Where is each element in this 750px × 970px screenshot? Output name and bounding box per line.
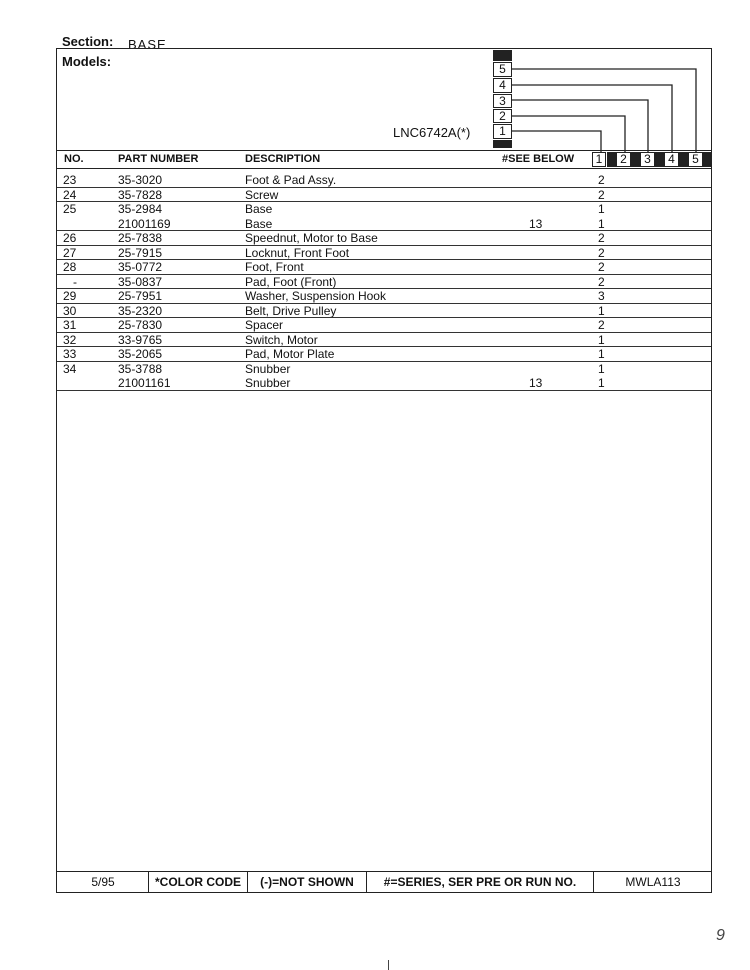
col-no: NO. (64, 153, 84, 165)
row-part-number: 35-7828 (118, 187, 163, 202)
bottom-tick (388, 960, 389, 970)
row-qty: 1 (598, 216, 605, 231)
model-box-5: 5 (493, 62, 512, 77)
model-col-4: 4 (664, 152, 679, 167)
models-label: Models: (62, 54, 112, 69)
row-see-below: 13 (529, 216, 543, 231)
row-part-number: 21001169 (118, 216, 171, 231)
row-description: Washer, Suspension Hook (245, 289, 386, 303)
table-row (57, 217, 711, 232)
header-top-rule (56, 150, 712, 151)
table-row (57, 202, 711, 217)
row-no: 34 (63, 361, 77, 376)
row-no: 33 (63, 347, 77, 361)
row-part-number: 25-7830 (118, 318, 163, 332)
footer-series: #=SERIES, SER PRE OR RUN NO. (383, 875, 577, 889)
model-connector-lines (0, 0, 750, 170)
table-row (57, 289, 711, 304)
row-part-number: 35-0837 (118, 274, 163, 289)
model-col-1: 1 (592, 152, 606, 167)
row-qty: 3 (598, 289, 605, 303)
row-no: 26 (63, 231, 77, 245)
col-part-number: PART NUMBER (118, 153, 199, 165)
section-label: Section: (62, 34, 114, 49)
col-description: DESCRIPTION (245, 153, 321, 165)
model-name: LNC6742A(*) (393, 125, 471, 140)
row-qty: 2 (598, 318, 605, 332)
row-no: 27 (63, 245, 77, 260)
row-part-number: 33-9765 (118, 332, 163, 347)
row-no: 24 (63, 187, 77, 202)
row-no: 23 (63, 173, 77, 187)
table-row (57, 260, 711, 275)
row-description: Snubber (245, 376, 291, 390)
row-qty: 2 (598, 231, 605, 245)
row-part-number: 25-7838 (118, 231, 163, 245)
row-qty: 2 (598, 274, 605, 289)
table-row (57, 362, 711, 377)
model-box-1: 1 (493, 124, 512, 139)
row-description: Foot & Pad Assy. (245, 173, 337, 187)
table-row (57, 275, 711, 290)
row-description: Pad, Foot (Front) (245, 274, 337, 289)
row-part-number: 35-0772 (118, 260, 163, 274)
row-no: 25 (63, 202, 77, 216)
row-no: 28 (63, 260, 77, 274)
row-qty: 2 (598, 187, 605, 202)
table-row (57, 188, 711, 203)
footer-color-code: *COLOR CODE (154, 875, 241, 889)
row-qty: 1 (598, 303, 605, 318)
footer-code: MWLA113 (625, 875, 681, 889)
row-no: 31 (63, 318, 77, 332)
table-row (57, 246, 711, 261)
row-description: Spacer (245, 318, 284, 332)
table-row (57, 173, 711, 188)
row-part-number: 25-7915 (118, 245, 163, 260)
row-part-number: 35-2984 (118, 202, 163, 216)
row-description: Belt, Drive Pulley (245, 303, 337, 318)
row-qty: 1 (598, 202, 605, 216)
row-qty: 2 (598, 245, 605, 260)
table-row (57, 376, 711, 391)
row-description: Locknut, Front Foot (245, 245, 350, 260)
section-value: BASE (128, 37, 167, 52)
table-row (57, 304, 711, 319)
table-row (57, 231, 711, 246)
row-no: 30 (63, 303, 77, 318)
row-description: Switch, Motor (245, 332, 318, 347)
col-see-below: #SEE BELOW (502, 153, 575, 165)
page-mark: 9 (716, 927, 725, 944)
header-bottom-rule (56, 168, 712, 169)
row-description: Foot, Front (245, 260, 304, 274)
model-col-5: 5 (688, 152, 703, 167)
footer-date: 5/95 (91, 875, 115, 889)
row-no: 29 (63, 289, 77, 303)
row-part-number: 21001161 (118, 376, 171, 390)
row-qty: 1 (598, 361, 605, 376)
row-description: Speednut, Motor to Base (245, 231, 378, 245)
row-qty: 1 (598, 376, 605, 390)
row-qty: 2 (598, 173, 605, 187)
model-col-3: 3 (640, 152, 655, 167)
row-qty: 1 (598, 347, 605, 361)
row-description: Screw (245, 187, 279, 202)
row-description: Base (245, 216, 273, 231)
table-row (57, 318, 711, 333)
model-box-2: 2 (493, 109, 512, 123)
table-row (57, 347, 711, 362)
model-box-4: 4 (493, 78, 512, 93)
row-part-number: 35-2065 (118, 347, 163, 361)
footer-not-shown: (-)=NOT SHOWN (260, 875, 354, 889)
row-part-number: 35-2320 (118, 303, 163, 318)
row-part-number: 35-3788 (118, 361, 163, 376)
row-part-number: 35-3020 (118, 173, 163, 187)
row-part-number: 25-7951 (118, 289, 163, 303)
row-no: 32 (63, 332, 77, 347)
table-row (57, 333, 711, 348)
row-qty: 2 (598, 260, 605, 274)
row-description: Snubber (245, 361, 291, 376)
row-qty: 1 (598, 332, 605, 347)
model-box-3: 3 (493, 94, 512, 108)
model-col-2: 2 (616, 152, 631, 167)
row-no: - (73, 274, 77, 289)
row-description: Pad, Motor Plate (245, 347, 335, 361)
row-see-below: 13 (529, 376, 543, 390)
row-description: Base (245, 202, 273, 216)
